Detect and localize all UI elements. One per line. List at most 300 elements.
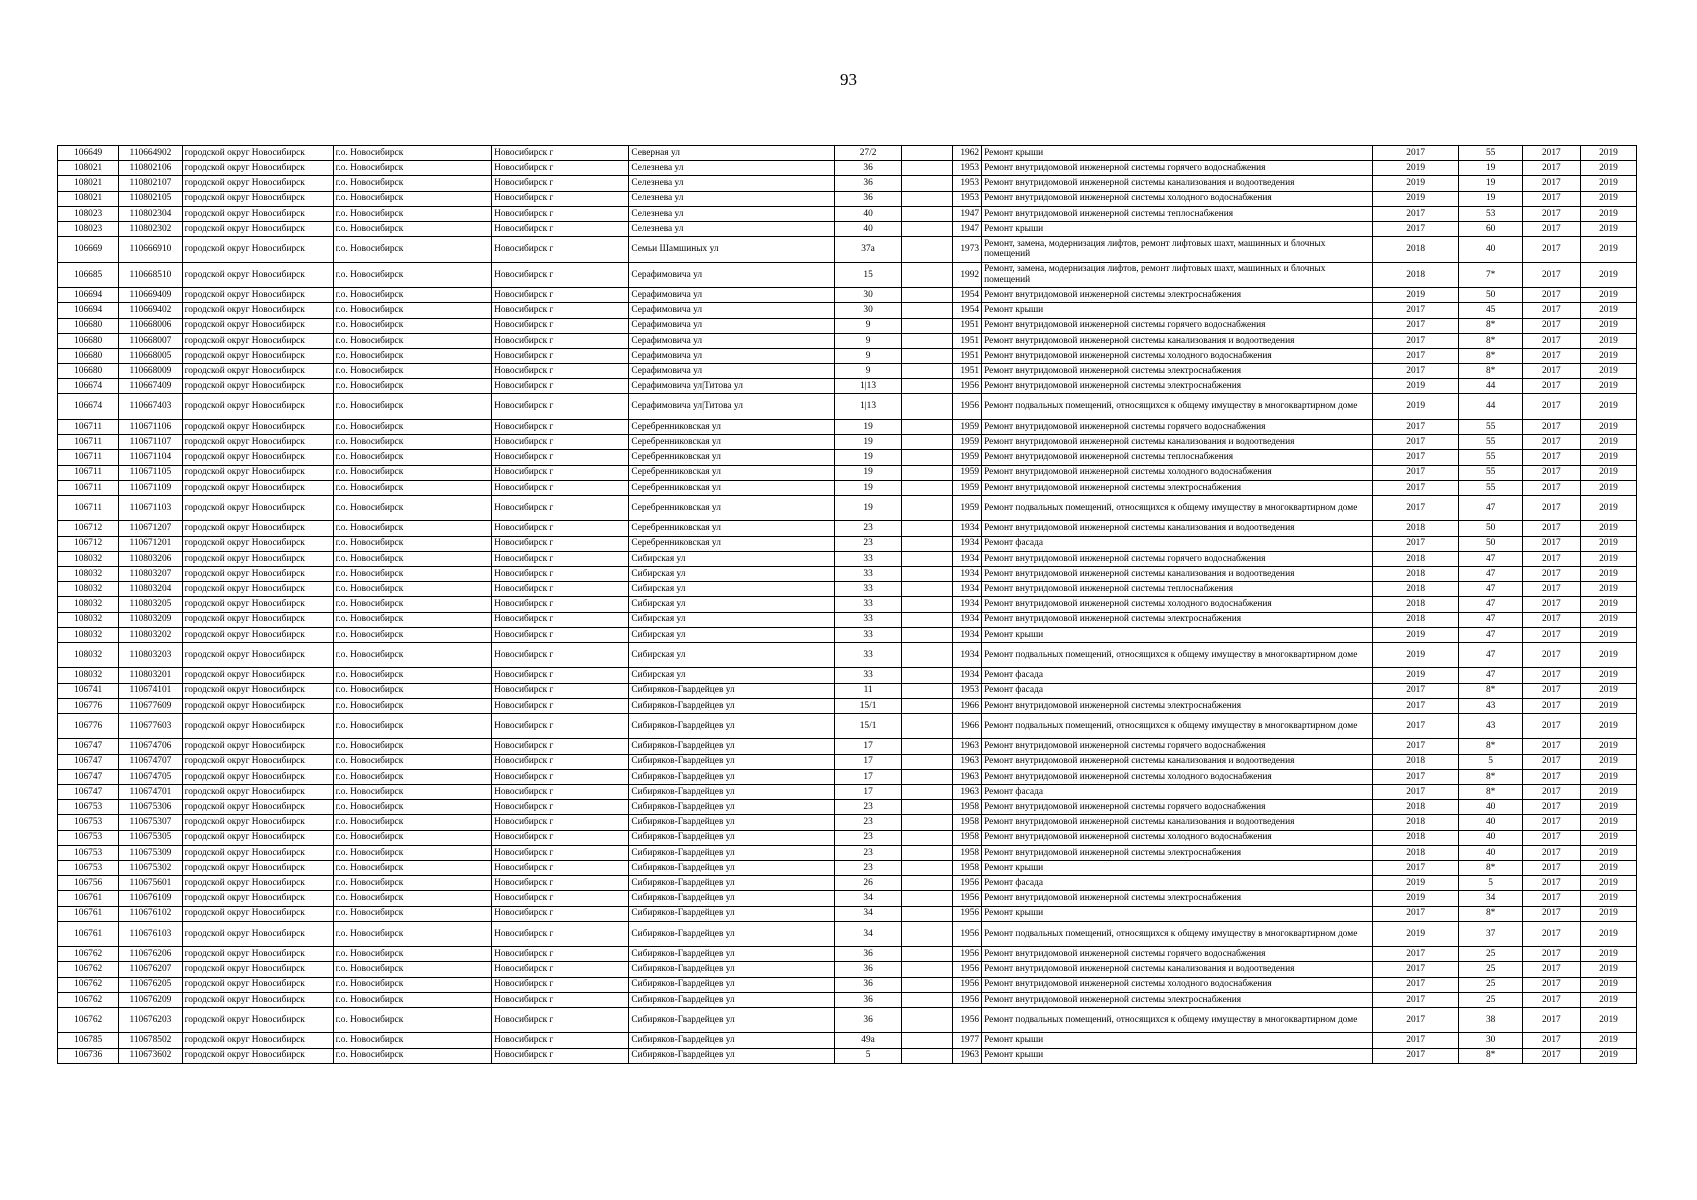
period-start-cell: 2017	[1522, 739, 1580, 754]
plan-year-cell: 2017	[1372, 333, 1459, 348]
settlement-cell: Новосибирск г	[492, 642, 629, 668]
house-number-cell: 36	[835, 161, 902, 176]
period-start-cell: 2017	[1522, 713, 1580, 739]
plan-year-cell: 2019	[1372, 642, 1459, 668]
wear-cell: 19	[1459, 191, 1522, 206]
built-year-cell: 1934	[952, 536, 982, 551]
house-id-cell: 106711	[58, 465, 119, 480]
table-row	[58, 582, 1637, 597]
period-start-cell: 2017	[1522, 262, 1580, 288]
settlement-cell: Новосибирск г	[492, 364, 629, 379]
municipality-cell: городской округ Новосибирск	[182, 1033, 333, 1048]
object-id-cell: 110675307	[119, 815, 182, 830]
object-id-cell: 110667403	[119, 394, 182, 420]
street-cell: Сибиряков-Гвардейцев ул	[629, 785, 835, 800]
house-number-cell: 15/1	[835, 713, 902, 739]
period-end-cell: 2019	[1580, 435, 1636, 450]
period-start-cell: 2017	[1522, 521, 1580, 536]
table-row	[58, 480, 1637, 495]
built-year-cell: 1958	[952, 800, 982, 815]
house-id-cell: 106649	[58, 146, 119, 161]
street-cell: Серафимовича ул	[629, 364, 835, 379]
settlement-cell: Новосибирск г	[492, 237, 629, 263]
table-row	[58, 262, 1637, 288]
extra-cell	[901, 262, 952, 288]
house-id-cell: 106712	[58, 521, 119, 536]
plan-year-cell: 2018	[1372, 612, 1459, 627]
period-start-cell: 2017	[1522, 495, 1580, 521]
street-cell: Сибиряков-Гвардейцев ул	[629, 992, 835, 1007]
extra-cell	[901, 785, 952, 800]
work-type-cell: Ремонт подвальных помещений, относящихся к общему имуществу в многоквартирном доме	[982, 713, 1373, 739]
wear-cell: 5	[1459, 754, 1522, 769]
period-end-cell: 2019	[1580, 495, 1636, 521]
settlement-cell: Новосибирск г	[492, 465, 629, 480]
district-cell: г.о. Новосибирск	[333, 977, 491, 992]
municipality-cell: городской округ Новосибирск	[182, 597, 333, 612]
district-cell: г.о. Новосибирск	[333, 303, 491, 318]
period-end-cell: 2019	[1580, 698, 1636, 713]
period-start-cell: 2017	[1522, 891, 1580, 906]
wear-cell: 25	[1459, 992, 1522, 1007]
wear-cell: 45	[1459, 303, 1522, 318]
house-id-cell: 106753	[58, 845, 119, 860]
period-start-cell: 2017	[1522, 1048, 1580, 1063]
period-end-cell: 2019	[1580, 1048, 1636, 1063]
municipality-cell: городской округ Новосибирск	[182, 480, 333, 495]
street-cell: Серафимовича ул	[629, 262, 835, 288]
extra-cell	[901, 627, 952, 642]
period-start-cell: 2017	[1522, 668, 1580, 683]
house-number-cell: 9	[835, 318, 902, 333]
wear-cell: 47	[1459, 495, 1522, 521]
municipality-cell: городской округ Новосибирск	[182, 698, 333, 713]
wear-cell: 8*	[1459, 348, 1522, 363]
object-id-cell: 110668009	[119, 364, 182, 379]
plan-year-cell: 2017	[1372, 947, 1459, 962]
work-type-cell: Ремонт внутридомовой инженерной системы холодного водоснабжения	[982, 191, 1373, 206]
street-cell: Сибиряков-Гвардейцев ул	[629, 860, 835, 875]
extra-cell	[901, 713, 952, 739]
work-type-cell: Ремонт внутридомовой инженерной системы канализования и водоотведения	[982, 754, 1373, 769]
municipality-cell: городской округ Новосибирск	[182, 221, 333, 236]
district-cell: г.о. Новосибирск	[333, 419, 491, 434]
work-type-cell: Ремонт внутридомовой инженерной системы теплоснабжения	[982, 450, 1373, 465]
district-cell: г.о. Новосибирск	[333, 876, 491, 891]
municipality-cell: городской округ Новосибирск	[182, 612, 333, 627]
period-end-cell: 2019	[1580, 333, 1636, 348]
extra-cell	[901, 992, 952, 1007]
district-cell: г.о. Новосибирск	[333, 627, 491, 642]
extra-cell	[901, 891, 952, 906]
object-id-cell: 110675601	[119, 876, 182, 891]
built-year-cell: 1958	[952, 830, 982, 845]
table-row	[58, 769, 1637, 784]
extra-cell	[901, 668, 952, 683]
extra-cell	[901, 921, 952, 947]
settlement-cell: Новосибирск г	[492, 1048, 629, 1063]
built-year-cell: 1963	[952, 754, 982, 769]
period-start-cell: 2017	[1522, 288, 1580, 303]
built-year-cell: 1963	[952, 1048, 982, 1063]
settlement-cell: Новосибирск г	[492, 683, 629, 698]
built-year-cell: 1956	[952, 891, 982, 906]
extra-cell	[901, 379, 952, 394]
house-id-cell: 108021	[58, 191, 119, 206]
plan-year-cell: 2017	[1372, 480, 1459, 495]
plan-year-cell: 2017	[1372, 860, 1459, 875]
street-cell: Серебренниковская ул	[629, 419, 835, 434]
extra-cell	[901, 860, 952, 875]
settlement-cell: Новосибирск г	[492, 921, 629, 947]
municipality-cell: городской округ Новосибирск	[182, 176, 333, 191]
work-type-cell: Ремонт внутридомовой инженерной системы горячего водоснабжения	[982, 551, 1373, 566]
extra-cell	[901, 521, 952, 536]
plan-year-cell: 2019	[1372, 379, 1459, 394]
period-start-cell: 2017	[1522, 830, 1580, 845]
table-row	[58, 739, 1637, 754]
object-id-cell: 110674701	[119, 785, 182, 800]
period-start-cell: 2017	[1522, 333, 1580, 348]
table-row	[58, 876, 1637, 891]
wear-cell: 40	[1459, 845, 1522, 860]
wear-cell: 19	[1459, 176, 1522, 191]
work-type-cell: Ремонт внутридомовой инженерной системы канализования и водоотведения	[982, 333, 1373, 348]
municipality-cell: городской округ Новосибирск	[182, 860, 333, 875]
period-end-cell: 2019	[1580, 566, 1636, 581]
house-id-cell: 108032	[58, 668, 119, 683]
work-type-cell: Ремонт внутридомовой инженерной системы канализования и водоотведения	[982, 521, 1373, 536]
house-id-cell: 106711	[58, 480, 119, 495]
house-id-cell: 108023	[58, 206, 119, 221]
period-end-cell: 2019	[1580, 860, 1636, 875]
district-cell: г.о. Новосибирск	[333, 237, 491, 263]
extra-cell	[901, 191, 952, 206]
built-year-cell: 1953	[952, 176, 982, 191]
extra-cell	[901, 754, 952, 769]
plan-year-cell: 2017	[1372, 1007, 1459, 1033]
house-number-cell: 11	[835, 683, 902, 698]
work-type-cell: Ремонт крыши	[982, 860, 1373, 875]
district-cell: г.о. Новосибирск	[333, 450, 491, 465]
settlement-cell: Новосибирск г	[492, 597, 629, 612]
plan-year-cell: 2017	[1372, 364, 1459, 379]
work-type-cell: Ремонт внутридомовой инженерной системы горячего водоснабжения	[982, 419, 1373, 434]
object-id-cell: 110676206	[119, 947, 182, 962]
table-row	[58, 551, 1637, 566]
table-row	[58, 536, 1637, 551]
object-id-cell: 110803201	[119, 668, 182, 683]
plan-year-cell: 2017	[1372, 1033, 1459, 1048]
street-cell: Сибиряков-Гвардейцев ул	[629, 947, 835, 962]
plan-year-cell: 2019	[1372, 161, 1459, 176]
street-cell: Сибиряков-Гвардейцев ул	[629, 845, 835, 860]
period-start-cell: 2017	[1522, 435, 1580, 450]
period-start-cell: 2017	[1522, 962, 1580, 977]
object-id-cell: 110676109	[119, 891, 182, 906]
object-id-cell: 110675305	[119, 830, 182, 845]
object-id-cell: 110678502	[119, 1033, 182, 1048]
extra-cell	[901, 1007, 952, 1033]
period-end-cell: 2019	[1580, 521, 1636, 536]
table-row	[58, 237, 1637, 263]
plan-year-cell: 2018	[1372, 262, 1459, 288]
extra-cell	[901, 536, 952, 551]
plan-year-cell: 2017	[1372, 962, 1459, 977]
period-start-cell: 2017	[1522, 536, 1580, 551]
work-type-cell: Ремонт подвальных помещений, относящихся к общему имуществу в многоквартирном доме	[982, 642, 1373, 668]
table-row	[58, 566, 1637, 581]
street-cell: Сибиряков-Гвардейцев ул	[629, 1007, 835, 1033]
plan-year-cell: 2019	[1372, 891, 1459, 906]
house-id-cell: 106674	[58, 379, 119, 394]
table-row	[58, 754, 1637, 769]
work-type-cell: Ремонт фасада	[982, 876, 1373, 891]
house-number-cell: 33	[835, 642, 902, 668]
municipality-cell: городской округ Новосибирск	[182, 318, 333, 333]
house-number-cell: 19	[835, 450, 902, 465]
district-cell: г.о. Новосибирск	[333, 521, 491, 536]
wear-cell: 7*	[1459, 262, 1522, 288]
table-row	[58, 977, 1637, 992]
work-type-cell: Ремонт крыши	[982, 1033, 1373, 1048]
plan-year-cell: 2019	[1372, 921, 1459, 947]
house-id-cell: 106680	[58, 318, 119, 333]
period-start-cell: 2017	[1522, 815, 1580, 830]
plan-year-cell: 2017	[1372, 318, 1459, 333]
settlement-cell: Новосибирск г	[492, 906, 629, 921]
built-year-cell: 1934	[952, 566, 982, 581]
district-cell: г.о. Новосибирск	[333, 769, 491, 784]
built-year-cell: 1958	[952, 860, 982, 875]
period-end-cell: 2019	[1580, 1007, 1636, 1033]
house-number-cell: 36	[835, 191, 902, 206]
house-number-cell: 33	[835, 597, 902, 612]
extra-cell	[901, 1033, 952, 1048]
period-start-cell: 2017	[1522, 845, 1580, 860]
settlement-cell: Новосибирск г	[492, 191, 629, 206]
plan-year-cell: 2017	[1372, 977, 1459, 992]
work-type-cell: Ремонт внутридомовой инженерной системы горячего водоснабжения	[982, 318, 1373, 333]
table-row	[58, 364, 1637, 379]
extra-cell	[901, 582, 952, 597]
table-row	[58, 597, 1637, 612]
built-year-cell: 1934	[952, 612, 982, 627]
plan-year-cell: 2019	[1372, 288, 1459, 303]
street-cell: Сибирская ул	[629, 597, 835, 612]
built-year-cell: 1934	[952, 597, 982, 612]
object-id-cell: 110673602	[119, 1048, 182, 1063]
settlement-cell: Новосибирск г	[492, 668, 629, 683]
work-type-cell: Ремонт внутридомовой инженерной системы канализования и водоотведения	[982, 566, 1373, 581]
house-id-cell: 106776	[58, 713, 119, 739]
object-id-cell: 110669402	[119, 303, 182, 318]
district-cell: г.о. Новосибирск	[333, 860, 491, 875]
built-year-cell: 1959	[952, 435, 982, 450]
period-start-cell: 2017	[1522, 627, 1580, 642]
municipality-cell: городской округ Новосибирск	[182, 921, 333, 947]
object-id-cell: 110674705	[119, 769, 182, 784]
settlement-cell: Новосибирск г	[492, 947, 629, 962]
street-cell: Серебренниковская ул	[629, 465, 835, 480]
built-year-cell: 1956	[952, 977, 982, 992]
house-id-cell: 106680	[58, 333, 119, 348]
street-cell: Серебренниковская ул	[629, 521, 835, 536]
house-number-cell: 33	[835, 566, 902, 581]
object-id-cell: 110676205	[119, 977, 182, 992]
table-row	[58, 891, 1637, 906]
period-start-cell: 2017	[1522, 348, 1580, 363]
house-id-cell: 106753	[58, 830, 119, 845]
period-end-cell: 2019	[1580, 906, 1636, 921]
street-cell: Сибиряков-Гвардейцев ул	[629, 683, 835, 698]
street-cell: Сибиряков-Гвардейцев ул	[629, 754, 835, 769]
plan-year-cell: 2019	[1372, 394, 1459, 420]
street-cell: Сибиряков-Гвардейцев ул	[629, 977, 835, 992]
house-id-cell: 106711	[58, 450, 119, 465]
table-body	[58, 146, 1637, 1064]
district-cell: г.о. Новосибирск	[333, 1007, 491, 1033]
object-id-cell: 110677603	[119, 713, 182, 739]
district-cell: г.о. Новосибирск	[333, 221, 491, 236]
house-id-cell: 108032	[58, 612, 119, 627]
period-end-cell: 2019	[1580, 992, 1636, 1007]
municipality-cell: городской округ Новосибирск	[182, 876, 333, 891]
period-end-cell: 2019	[1580, 785, 1636, 800]
house-id-cell: 108021	[58, 176, 119, 191]
street-cell: Серафимовича ул	[629, 303, 835, 318]
house-id-cell: 106747	[58, 739, 119, 754]
district-cell: г.о. Новосибирск	[333, 394, 491, 420]
built-year-cell: 1966	[952, 713, 982, 739]
object-id-cell: 110677609	[119, 698, 182, 713]
object-id-cell: 110671201	[119, 536, 182, 551]
period-end-cell: 2019	[1580, 830, 1636, 845]
object-id-cell: 110802107	[119, 176, 182, 191]
settlement-cell: Новосибирск г	[492, 800, 629, 815]
period-start-cell: 2017	[1522, 800, 1580, 815]
house-number-cell: 33	[835, 582, 902, 597]
extra-cell	[901, 830, 952, 845]
wear-cell: 8*	[1459, 785, 1522, 800]
built-year-cell: 1934	[952, 627, 982, 642]
district-cell: г.о. Новосибирск	[333, 992, 491, 1007]
period-start-cell: 2017	[1522, 465, 1580, 480]
object-id-cell: 110675306	[119, 800, 182, 815]
municipality-cell: городской округ Новосибирск	[182, 379, 333, 394]
house-id-cell: 106741	[58, 683, 119, 698]
extra-cell	[901, 845, 952, 860]
table-row	[58, 450, 1637, 465]
built-year-cell: 1956	[952, 876, 982, 891]
municipality-cell: городской округ Новосибирск	[182, 303, 333, 318]
built-year-cell: 1934	[952, 521, 982, 536]
plan-year-cell: 2018	[1372, 845, 1459, 860]
extra-cell	[901, 739, 952, 754]
district-cell: г.о. Новосибирск	[333, 176, 491, 191]
built-year-cell: 1959	[952, 419, 982, 434]
plan-year-cell: 2017	[1372, 769, 1459, 784]
district-cell: г.о. Новосибирск	[333, 582, 491, 597]
house-number-cell: 36	[835, 947, 902, 962]
period-start-cell: 2017	[1522, 450, 1580, 465]
work-type-cell: Ремонт внутридомовой инженерной системы электроснабжения	[982, 698, 1373, 713]
built-year-cell: 1951	[952, 348, 982, 363]
plan-year-cell: 2017	[1372, 698, 1459, 713]
built-year-cell: 1992	[952, 262, 982, 288]
house-id-cell: 108032	[58, 582, 119, 597]
table-row	[58, 206, 1637, 221]
district-cell: г.о. Новосибирск	[333, 962, 491, 977]
work-type-cell: Ремонт внутридомовой инженерной системы канализования и водоотведения	[982, 962, 1373, 977]
table-row	[58, 698, 1637, 713]
settlement-cell: Новосибирск г	[492, 521, 629, 536]
settlement-cell: Новосибирск г	[492, 348, 629, 363]
work-type-cell: Ремонт внутридомовой инженерной системы горячего водоснабжения	[982, 800, 1373, 815]
wear-cell: 47	[1459, 551, 1522, 566]
municipality-cell: городской округ Новосибирск	[182, 495, 333, 521]
wear-cell: 8*	[1459, 364, 1522, 379]
object-id-cell: 110675309	[119, 845, 182, 860]
house-number-cell: 17	[835, 769, 902, 784]
street-cell: Селезнева ул	[629, 206, 835, 221]
wear-cell: 47	[1459, 642, 1522, 668]
district-cell: г.о. Новосибирск	[333, 947, 491, 962]
house-id-cell: 106762	[58, 992, 119, 1007]
municipality-cell: городской округ Новосибирск	[182, 713, 333, 739]
district-cell: г.о. Новосибирск	[333, 379, 491, 394]
period-end-cell: 2019	[1580, 394, 1636, 420]
period-start-cell: 2017	[1522, 785, 1580, 800]
district-cell: г.о. Новосибирск	[333, 495, 491, 521]
settlement-cell: Новосибирск г	[492, 815, 629, 830]
work-type-cell: Ремонт внутридомовой инженерной системы холодного водоснабжения	[982, 597, 1373, 612]
wear-cell: 43	[1459, 698, 1522, 713]
table-row	[58, 962, 1637, 977]
extra-cell	[901, 303, 952, 318]
street-cell: Сибирская ул	[629, 566, 835, 581]
district-cell: г.о. Новосибирск	[333, 683, 491, 698]
extra-cell	[901, 597, 952, 612]
district-cell: г.о. Новосибирск	[333, 815, 491, 830]
street-cell: Серебренниковская ул	[629, 435, 835, 450]
municipality-cell: городской округ Новосибирск	[182, 627, 333, 642]
municipality-cell: городской округ Новосибирск	[182, 262, 333, 288]
settlement-cell: Новосибирск г	[492, 977, 629, 992]
wear-cell: 50	[1459, 521, 1522, 536]
work-type-cell: Ремонт внутридомовой инженерной системы теплоснабжения	[982, 582, 1373, 597]
house-id-cell: 106761	[58, 891, 119, 906]
street-cell: Сибиряков-Гвардейцев ул	[629, 800, 835, 815]
house-id-cell: 106776	[58, 698, 119, 713]
municipality-cell: городской округ Новосибирск	[182, 450, 333, 465]
extra-cell	[901, 364, 952, 379]
municipality-cell: городской округ Новосибирск	[182, 1048, 333, 1063]
object-id-cell: 110803202	[119, 627, 182, 642]
municipality-cell: городской округ Новосибирск	[182, 536, 333, 551]
street-cell: Серафимовича ул	[629, 288, 835, 303]
extra-cell	[901, 465, 952, 480]
extra-cell	[901, 450, 952, 465]
plan-year-cell: 2018	[1372, 800, 1459, 815]
house-number-cell: 33	[835, 612, 902, 627]
house-number-cell: 5	[835, 1048, 902, 1063]
work-type-cell: Ремонт внутридомовой инженерной системы электроснабжения	[982, 379, 1373, 394]
extra-cell	[901, 566, 952, 581]
period-start-cell: 2017	[1522, 419, 1580, 434]
built-year-cell: 1956	[952, 394, 982, 420]
district-cell: г.о. Новосибирск	[333, 262, 491, 288]
